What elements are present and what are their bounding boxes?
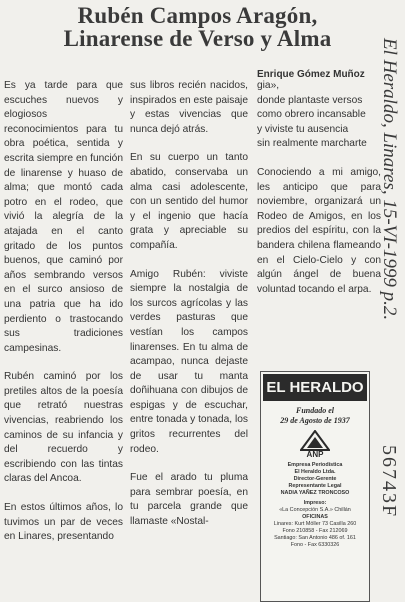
paragraph: En su cuerpo un tanto abatido, conservaba un alma casi adolescente, con un sentido del humor y el ingenio que hacía grata y apreciable su compañía. xyxy=(130,152,248,251)
director-name: NADIA YAÑEZ TRONCOSO xyxy=(280,490,350,496)
article-column-1 xyxy=(4,79,123,559)
verse-line: sin realmente marcharte xyxy=(257,138,367,150)
offices-label: OFICINAS xyxy=(302,514,328,520)
printer-name: «La Concepción S.A.» Chillán xyxy=(279,507,351,513)
founded-date xyxy=(261,406,369,426)
headline-line-2: Linarense de Verso y Alma xyxy=(63,26,332,51)
founded-line-1: Fundado el xyxy=(295,406,334,415)
headline xyxy=(0,4,395,50)
newspaper-masthead xyxy=(260,371,370,602)
paragraph: Es ya tarde para que escuches nuevos y elogiosos reconocimientos para tu obra poética, sentida y escrita siempre en función de linarense y huaso de alma; que montó cada potro en el rodeo, que vivió la alegría de la atajada en el canto gritado de los puntos buenos, que caminó por años sembrando versos en el surco ansioso de una patria que ha ido perdiento o trastocando sus tradiciones campesinas. xyxy=(4,80,123,354)
masthead-title: EL HERALDO xyxy=(263,374,367,401)
linares-phone: Fono 210858 - Fax 212069 xyxy=(282,528,348,534)
verse-line: donde plantaste versos xyxy=(257,94,363,106)
article-column-3 xyxy=(257,79,381,311)
paragraph xyxy=(257,79,381,152)
handwritten-source-note: El Heraldo, Linares, 15-VI-1999 p.2. xyxy=(379,38,400,321)
verse-line: como obrero incansable xyxy=(257,109,366,121)
headline-line-1: Rubén Campos Aragón, xyxy=(77,3,318,28)
company-name: El Heraldo Ltda. xyxy=(294,469,336,475)
company-label: Empresa Periodística xyxy=(287,462,343,468)
paragraph: sus libros recién nacidos, inspirados en este paisaje y estas vivencias que nunca dejó atrás. xyxy=(130,80,248,135)
verse-line: y viviste tu ausencia xyxy=(257,123,349,135)
author-byline: Enrique Gómez Muñoz xyxy=(257,69,365,80)
article-column-2 xyxy=(130,79,248,544)
santiago-phone: Fono - Fax 6330326 xyxy=(290,542,340,548)
legal-label: Representante Legal xyxy=(288,483,342,489)
paragraph: Amigo Rubén: viviste siempre la nostalgia de los surcos agrícolas y las verdes pasturas que vestían los campos linarenses. En tu alma de acampao, nunca dejaste de usar tu manta doñihuana con dibujos de espigas y de escuchar, entre tonada y tonada, los gritos recurrentes del rodeo. xyxy=(130,268,248,455)
paragraph: En estos últimos años, lo tuvimos un par de veces en Linares, presentando xyxy=(4,502,123,543)
anp-label: ANP xyxy=(306,450,324,459)
paragraph: Conociendo a mi amigo, les anticipo que para noviembre, organizará un Rodeo de Amigos, en los predios del espíritu, con la bandera chilena flameando en el Cielo-Cielo y con algún ángel de buena voluntad tocando el arpa. xyxy=(257,166,381,295)
printed-label: Impreso: xyxy=(303,500,327,506)
director-label: Director-Gerente xyxy=(293,476,337,482)
santiago-address: Santiago: San Antonio 486 of. 161 xyxy=(274,535,356,541)
anp-logo-icon xyxy=(300,430,330,452)
paragraph: Fue el arado tu pluma para sembrar poesía, en tu parcela grande que llamaste «Nostal- xyxy=(130,472,248,528)
archive-stamp: 56743F xyxy=(378,445,400,519)
paragraph: Rubén caminó por los pretiles altos de la poesía que retrató nuestras vivencias, reabriendo los caminos de su infancia y del recuerdo y escribiendo con las tintas claras del Ancoa. xyxy=(4,371,123,485)
linares-address: Linares: Kurt Möller 73 Casilla 260 xyxy=(273,521,357,527)
founded-line-2: 29 de Agosto de 1937 xyxy=(280,416,350,425)
verse-line: gia», xyxy=(257,80,280,91)
